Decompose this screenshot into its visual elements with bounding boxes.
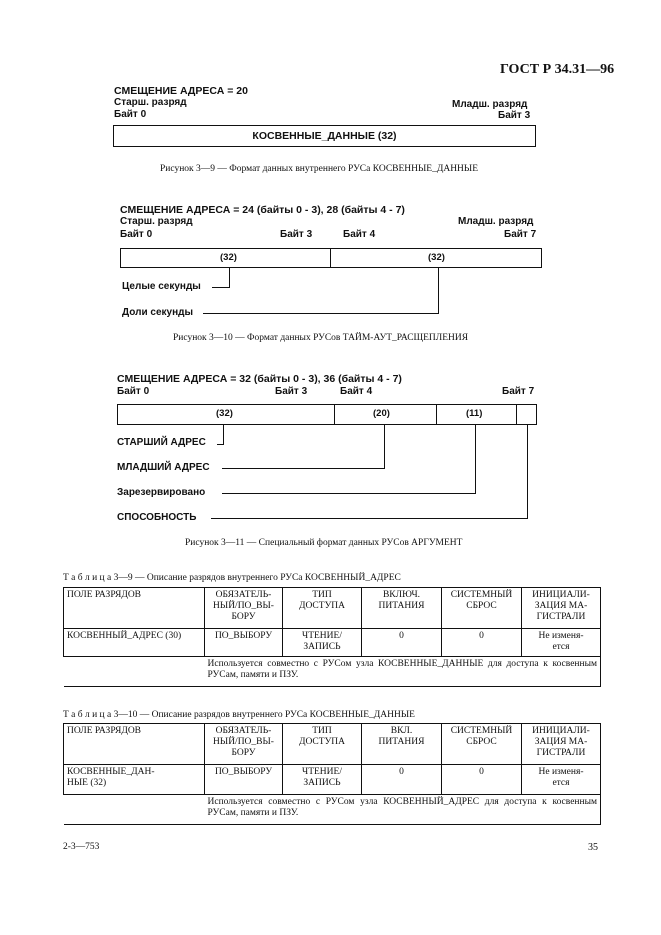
fig9-byte-left: Байт 0 — [114, 109, 147, 120]
fig9-low-bit: Младш. разряд — [452, 99, 528, 110]
fig11-leader3-v — [475, 425, 476, 493]
table10-header-bus-init: ИНИЦИАЛИ- ЗАЦИЯ МА- ГИСТРАЛИ — [522, 724, 601, 765]
fig9-byte-right: Байт 3 — [498, 110, 531, 121]
table10-caption: Т а б л и ц а 3—10 — Описание разрядов внутреннего РУСа КОСВЕННЫЕ_ДАННЫЕ — [63, 710, 415, 720]
table9-header-bus-init: ИНИЦИАЛИ- ЗАЦИЯ МА- ГИСТРАЛИ — [522, 588, 601, 629]
fig10-register-box — [120, 248, 542, 268]
fig10-leader2-v — [438, 268, 439, 313]
fig11-leader4-v — [527, 425, 528, 518]
table9-header-row — [64, 588, 601, 629]
table9-header-mandatory: ОБЯЗАТЕЛЬ- НЫЙ/ПО_ВЫ- БОРУ — [205, 588, 283, 629]
table10-cell-bus-init: Не изменя- ется — [522, 765, 601, 795]
footer-left-code: 2-3—753 — [63, 842, 100, 852]
table9-cell-power-on: 0 — [362, 629, 442, 657]
table10-header-mandatory: ОБЯЗАТЕЛЬ- НЫЙ/ПО_ВЫ- БОРУ — [205, 724, 283, 765]
table10-cell-access: ЧТЕНИЕ/ ЗАПИСЬ — [283, 765, 362, 795]
table9-note: Используется совместно с РУСом узла КОСВЕННЫЕ_ДАННЫЕ для доступа к косвенным РУСам, памяти и ПЗУ. — [205, 657, 601, 687]
fig11-byte4: Байт 4 — [340, 386, 373, 397]
fig10-field2: (32) — [428, 252, 445, 263]
fig9-caption: Рисунок 3—9 — Формат данных внутреннего РУСа КОСВЕННЫЕ_ДАННЫЕ — [160, 164, 478, 174]
fig10-leader1-v — [229, 268, 230, 287]
fig10-caption: Рисунок 3—10 — Формат данных РУСов ТАЙМ-АУТ_РАСЩЕПЛЕНИЯ — [173, 333, 469, 343]
fig11-label3: Зарезервировано — [117, 487, 206, 498]
fig9-high-bit: Старш. разряд — [114, 97, 187, 108]
fig9-field-label: КОСВЕННЫЕ_ДАННЫЕ (32) — [252, 130, 397, 142]
fig11-divider3 — [516, 404, 517, 425]
table9-header-power-on: ВКЛЮЧ. ПИТАНИЯ — [362, 588, 442, 629]
table9-cell-field: КОСВЕННЫЙ_АДРЕС (30) — [64, 629, 205, 657]
fig11-label4: СПОСОБНОСТЬ — [117, 512, 197, 523]
fig11-offset: СМЕЩЕНИЕ АДРЕСА = 32 (байты 0 - 3), 36 (байты 4 - 7) — [117, 373, 402, 385]
table10-header-field: ПОЛЕ РАЗРЯДОВ — [64, 724, 205, 765]
table10-note: Используется совместно с РУСом узла КОСВЕННЫЙ_АДРЕС для доступа к косвенным РУСам, памяти и ПЗУ. — [205, 795, 601, 825]
fig11-leader4-h — [211, 518, 528, 519]
table10-note-row — [64, 795, 601, 825]
fig11-divider2 — [436, 404, 437, 425]
table10-cell-field: КОСВЕННЫЕ_ДАН- НЫЕ (32) — [64, 765, 205, 795]
fig11-leader1-v — [223, 425, 224, 444]
fig10-label2: Доли секунды — [122, 307, 194, 318]
fig11-field1: (32) — [216, 408, 233, 419]
fig11-byte7: Байт 7 — [502, 386, 535, 397]
table-row — [64, 765, 601, 795]
fig9-offset: СМЕЩЕНИЕ АДРЕСА = 20 — [114, 85, 248, 97]
table10-header-power-on: ВКЛ. ПИТАНИЯ — [362, 724, 442, 765]
fig11-leader3-h — [222, 493, 476, 494]
fig10-leader2-h — [203, 313, 439, 314]
fig10-byte0: Байт 0 — [120, 229, 153, 240]
table10-cell-mandatory: ПО_ВЫБОРУ — [205, 765, 283, 795]
fig10-leader1-h — [212, 287, 230, 288]
table9-cell-mandatory: ПО_ВЫБОРУ — [205, 629, 283, 657]
fig11-field3: (11) — [466, 408, 483, 419]
fig11-field2: (20) — [373, 408, 390, 419]
table9-header-field: ПОЛЕ РАЗРЯДОВ — [64, 588, 205, 629]
fig11-label2: МЛАДШИЙ АДРЕС — [117, 462, 210, 473]
table9-caption: Т а б л и ц а 3—9 — Описание разрядов внутреннего РУСа КОСВЕННЫЙ_АДРЕС — [63, 573, 401, 583]
fig11-label1: СТАРШИЙ АДРЕС — [117, 437, 206, 448]
table10-header-access: ТИП ДОСТУПА — [283, 724, 362, 765]
fig10-byte7: Байт 7 — [504, 229, 537, 240]
table-row — [64, 629, 601, 657]
fig10-divider — [330, 248, 331, 268]
table9-note-row — [64, 657, 601, 687]
fig11-leader2-h — [222, 468, 385, 469]
fig10-low-bit: Младш. разряд — [458, 216, 534, 227]
fig10-label1: Целые секунды — [122, 281, 201, 292]
table10-header-row — [64, 724, 601, 765]
fig11-leader2-v — [384, 425, 385, 468]
fig10-byte3: Байт 3 — [280, 229, 313, 240]
fig11-byte3: Байт 3 — [275, 386, 308, 397]
fig10-high-bit: Старш. разряд — [120, 216, 193, 227]
table9-cell-bus-init: Не изменя- ется — [522, 629, 601, 657]
table9-cell-access: ЧТЕНИЕ/ ЗАПИСЬ — [283, 629, 362, 657]
fig11-caption: Рисунок 3—11 — Специальный формат данных РУСов АРГУМЕНТ — [185, 538, 463, 548]
document-code: ГОСТ Р 34.31—96 — [500, 62, 615, 77]
fig10-field1: (32) — [220, 252, 237, 263]
table10-header-reset: СИСТЕМНЫЙ СБРОС — [442, 724, 522, 765]
table9 — [63, 587, 601, 687]
fig11-divider1 — [334, 404, 335, 425]
page-number: 35 — [588, 842, 598, 853]
table10-cell-reset: 0 — [442, 765, 522, 795]
fig10-offset: СМЕЩЕНИЕ АДРЕСА = 24 (байты 0 - 3), 28 (байты 4 - 7) — [120, 204, 405, 216]
table10-note-spacer — [64, 795, 205, 825]
table9-note-spacer — [64, 657, 205, 687]
table10-cell-power-on: 0 — [362, 765, 442, 795]
fig11-leader1-h — [217, 444, 224, 445]
fig11-byte0: Байт 0 — [117, 386, 150, 397]
table10 — [63, 723, 601, 825]
fig9-field-box — [113, 125, 536, 147]
table9-header-reset: СИСТЕМНЫЙ СБРОС — [442, 588, 522, 629]
table9-cell-reset: 0 — [442, 629, 522, 657]
table9-header-access: ТИП ДОСТУПА — [283, 588, 362, 629]
fig10-byte4: Байт 4 — [343, 229, 376, 240]
